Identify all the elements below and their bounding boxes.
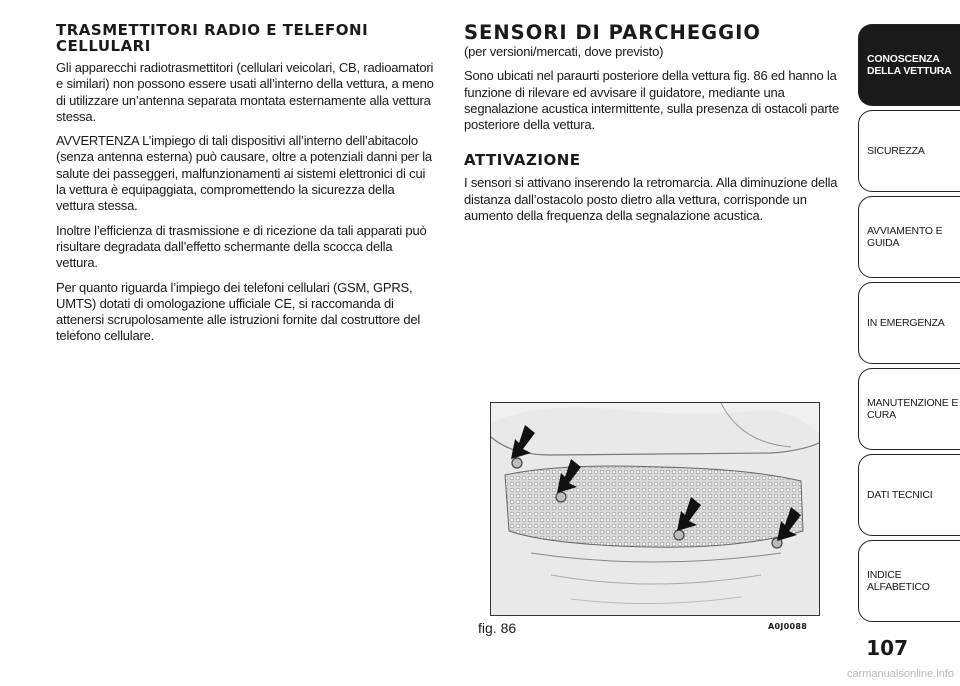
subtitle: (per versioni/mercati, dove previsto) [464, 44, 664, 59]
tab-sicurezza[interactable] [858, 110, 960, 192]
paragraph: AVVERTENZA L’impiego di tali dispositivi all’interno dell’abitacolo (senza antenna esterna) può causare, oltre a potenziali danni per la salute dei passeggeri, malfunzionamenti ai sistemi elettronici di cui la vettura è equipaggiata, compromettendo la sicurezza della vettura stessa. [56, 133, 432, 214]
paragraph: Per quanto riguarda l’impiego dei telefoni cellulari (GSM, GPRS, UMTS) dotati di omologazione ufficiale CE, si raccomanda di attenersi scrupolosamente alle istruzioni fornite dal costruttore del telefono cellulare. [56, 279, 421, 344]
paragraph: Sono ubicati nel paraurti posteriore della vettura fig. 86 ed hanno la funzione di rilevare ed avvisare il guidatore, mediante una segnalazione acustica intermittente, sulla presenza di ostacoli parte posteriore della vettura. [464, 68, 839, 133]
tab-label: DATI TECNICI [867, 489, 933, 501]
page-number: 107 [866, 636, 908, 660]
tab-avviamento[interactable] [858, 196, 960, 278]
figure-caption: fig. 86 [478, 620, 517, 636]
figure-code: A0J0088 [768, 622, 808, 631]
section-heading-parking-sensors: SENSORI DI PARCHEGGIO [464, 21, 761, 44]
section-heading-radio: TRASMETTITORI RADIO E TELEFONI CELLULARI [56, 21, 369, 55]
watermark: carmanualsonline.info [846, 668, 954, 680]
tab-indice[interactable] [858, 540, 960, 622]
tab-label: AVVIAMENTO E GUIDA [867, 225, 943, 249]
bumper-sensors-figure [490, 402, 820, 616]
tab-label: SICUREZZA [867, 145, 925, 157]
tab-emergenza[interactable] [858, 282, 960, 364]
tab-label: CONOSCENZA DELLA VETTURA [867, 53, 952, 77]
bumper-illustration [491, 403, 819, 615]
tab-label: IN EMERGENZA [867, 317, 945, 329]
left-column [56, 22, 436, 353]
paragraph: Gli apparecchi radiotrasmettitori (cellulari veicolari, CB, radioamatori e similari) non possono essere usati all’interno della vettura, a meno di utilizzare un’antenna separata montata esternamente alla vettura stessa. [56, 60, 434, 124]
paragraph: Inoltre l’efficienza di trasmissione e di ricezione da tali apparati può risultare degradata dall’effetto schermante della scocca della vettura. [56, 222, 427, 271]
paragraph: I sensori si attivano inserendo la retromarcia. Alla diminuzione della distanza dall’ostacolo posto dietro alla vettura, corrisponde un aumento della frequenza della segnalazione acustica. [464, 175, 838, 224]
tab-label: MANUTENZIONE E CURA [867, 397, 959, 421]
section-heading-activation: ATTIVAZIONE [464, 151, 581, 170]
tab-label: INDICE ALFABETICO [867, 569, 930, 593]
middle-column [464, 22, 842, 232]
chapter-tabs [858, 24, 960, 626]
tab-dati-tecnici[interactable] [858, 454, 960, 536]
tab-conoscenza[interactable] [858, 24, 960, 106]
tab-manutenzione[interactable] [858, 368, 960, 450]
